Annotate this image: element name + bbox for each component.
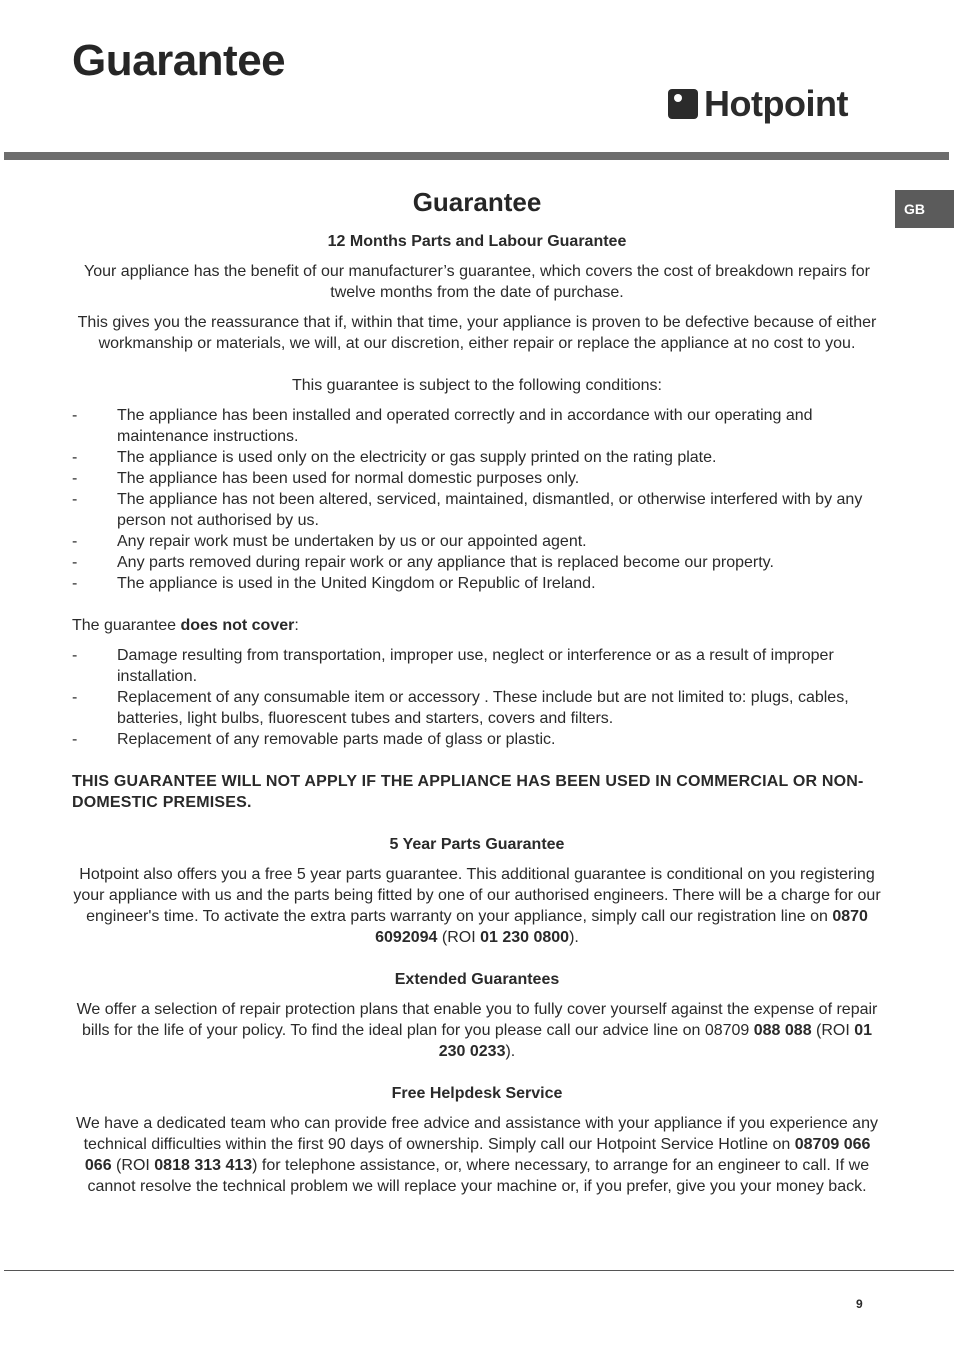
hotpoint-logo — [668, 84, 848, 124]
footer-divider — [4, 1270, 954, 1271]
conditions-list — [72, 405, 882, 594]
paragraph-5-year: Hotpoint also offers you a free 5 year parts guarantee. This additional guarantee is conditional on you registering your appliance with us and the parts being fitted by one of our authorised engineers. There will be a charge for our engineer's time. To activate the extra parts warranty on your appliance, simply call our registration line on 0870 6092094 (ROI 01 230 0800). — [73, 866, 881, 946]
hotpoint-logo-icon — [668, 89, 698, 119]
commercial-use-warning: THIS GUARANTEE WILL NOT APPLY IF THE APPLIANCE HAS BEEN USED IN COMMERCIAL OR NON-DOMESTIC PREMISES. — [72, 773, 864, 811]
list-item: - Replacement of any consumable item or accessory . These include but are not limited to: plugs, cables, batteries, light bulbs, fluorescent tubes and starters, covers and filters. — [72, 689, 849, 727]
registration-phone: 0870 6092094 — [375, 908, 868, 946]
hotline-phone-roi: 0818 313 413 — [154, 1157, 253, 1174]
advice-phone: 088 088 — [753, 1022, 812, 1039]
paragraph-helpdesk: We have a dedicated team who can provide free advice and assistance with your appliance if you experience any technical difficulties within the first 90 days of ownership. Simply call our Hotpoint Service Hotline on 08709 066 066 (ROI 0818 313 413) for telephone assistance, or, where necessary, to arrange for an engineer to call. If we cannot resolve the technical problem we will replace your machine or, if you prefer, give you your money back. — [76, 1115, 878, 1195]
list-item: - The appliance has been installed and operated correctly and in accordance with our operating and maintenance instructions. — [72, 407, 813, 445]
language-tab: GB — [895, 190, 954, 228]
list-item: - The appliance has not been altered, serviced, maintained, dismantled, or otherwise interfered with by any person not authorised by us. — [72, 491, 863, 529]
page-number: 9 — [856, 1297, 863, 1311]
brand-name: Hotpoint — [704, 83, 848, 124]
guarantee-section — [72, 185, 882, 1206]
list-item: - Replacement of any removable parts made of glass or plastic. — [72, 731, 556, 748]
heading-extended: Extended Guarantees — [394, 971, 560, 988]
list-item: - Any repair work must be undertaken by us or our appointed agent. — [72, 533, 587, 550]
hotline-phone: 08709 066 066 — [84, 1136, 871, 1174]
header-divider — [4, 152, 949, 160]
not-cover-list — [72, 645, 882, 750]
page-title: Guarantee — [72, 36, 286, 85]
paragraph-extended: We offer a selection of repair protection plans that enable you to fully cover yourself against the expense of repair bills for the life of your policy. To find the ideal plan for you please call our advice line on 08709 088 088 (ROI 01 230 0233). — [76, 1001, 878, 1060]
conditions-intro: This guarantee is subject to the following conditions: — [292, 377, 662, 394]
advice-phone-roi: 01 230 0233 — [438, 1022, 873, 1060]
section-title: Guarantee — [412, 187, 542, 217]
list-item: - Any parts removed during repair work or any appliance that is replaced become our property. — [72, 554, 774, 571]
not-cover-intro: The guarantee does not cover: — [72, 617, 299, 634]
heading-helpdesk: Free Helpdesk Service — [391, 1085, 563, 1102]
heading-5-year: 5 Year Parts Guarantee — [389, 836, 565, 853]
registration-phone-roi: 01 230 0800 — [480, 929, 570, 946]
paragraph-12-months-1: Your appliance has the benefit of our manufacturer’s guarantee, which covers the cost of breakdown repairs for twelve months from the date of purchase. — [84, 263, 870, 301]
list-item: - Damage resulting from transportation, improper use, neglect or interference or as a result of improper installation. — [72, 647, 834, 685]
heading-12-months: 12 Months Parts and Labour Guarantee — [327, 233, 627, 250]
list-item: - The appliance has been used for normal domestic purposes only. — [72, 470, 580, 487]
list-item: - The appliance is used in the United Kingdom or Republic of Ireland. — [72, 575, 596, 592]
paragraph-12-months-2: This gives you the reassurance that if, within that time, your appliance is proven to be defective because of either workmanship or materials, we will, at our discretion, either repair or replace the appliance at no cost to you. — [77, 314, 877, 352]
list-item: - The appliance is used only on the electricity or gas supply printed on the rating plate. — [72, 449, 717, 466]
